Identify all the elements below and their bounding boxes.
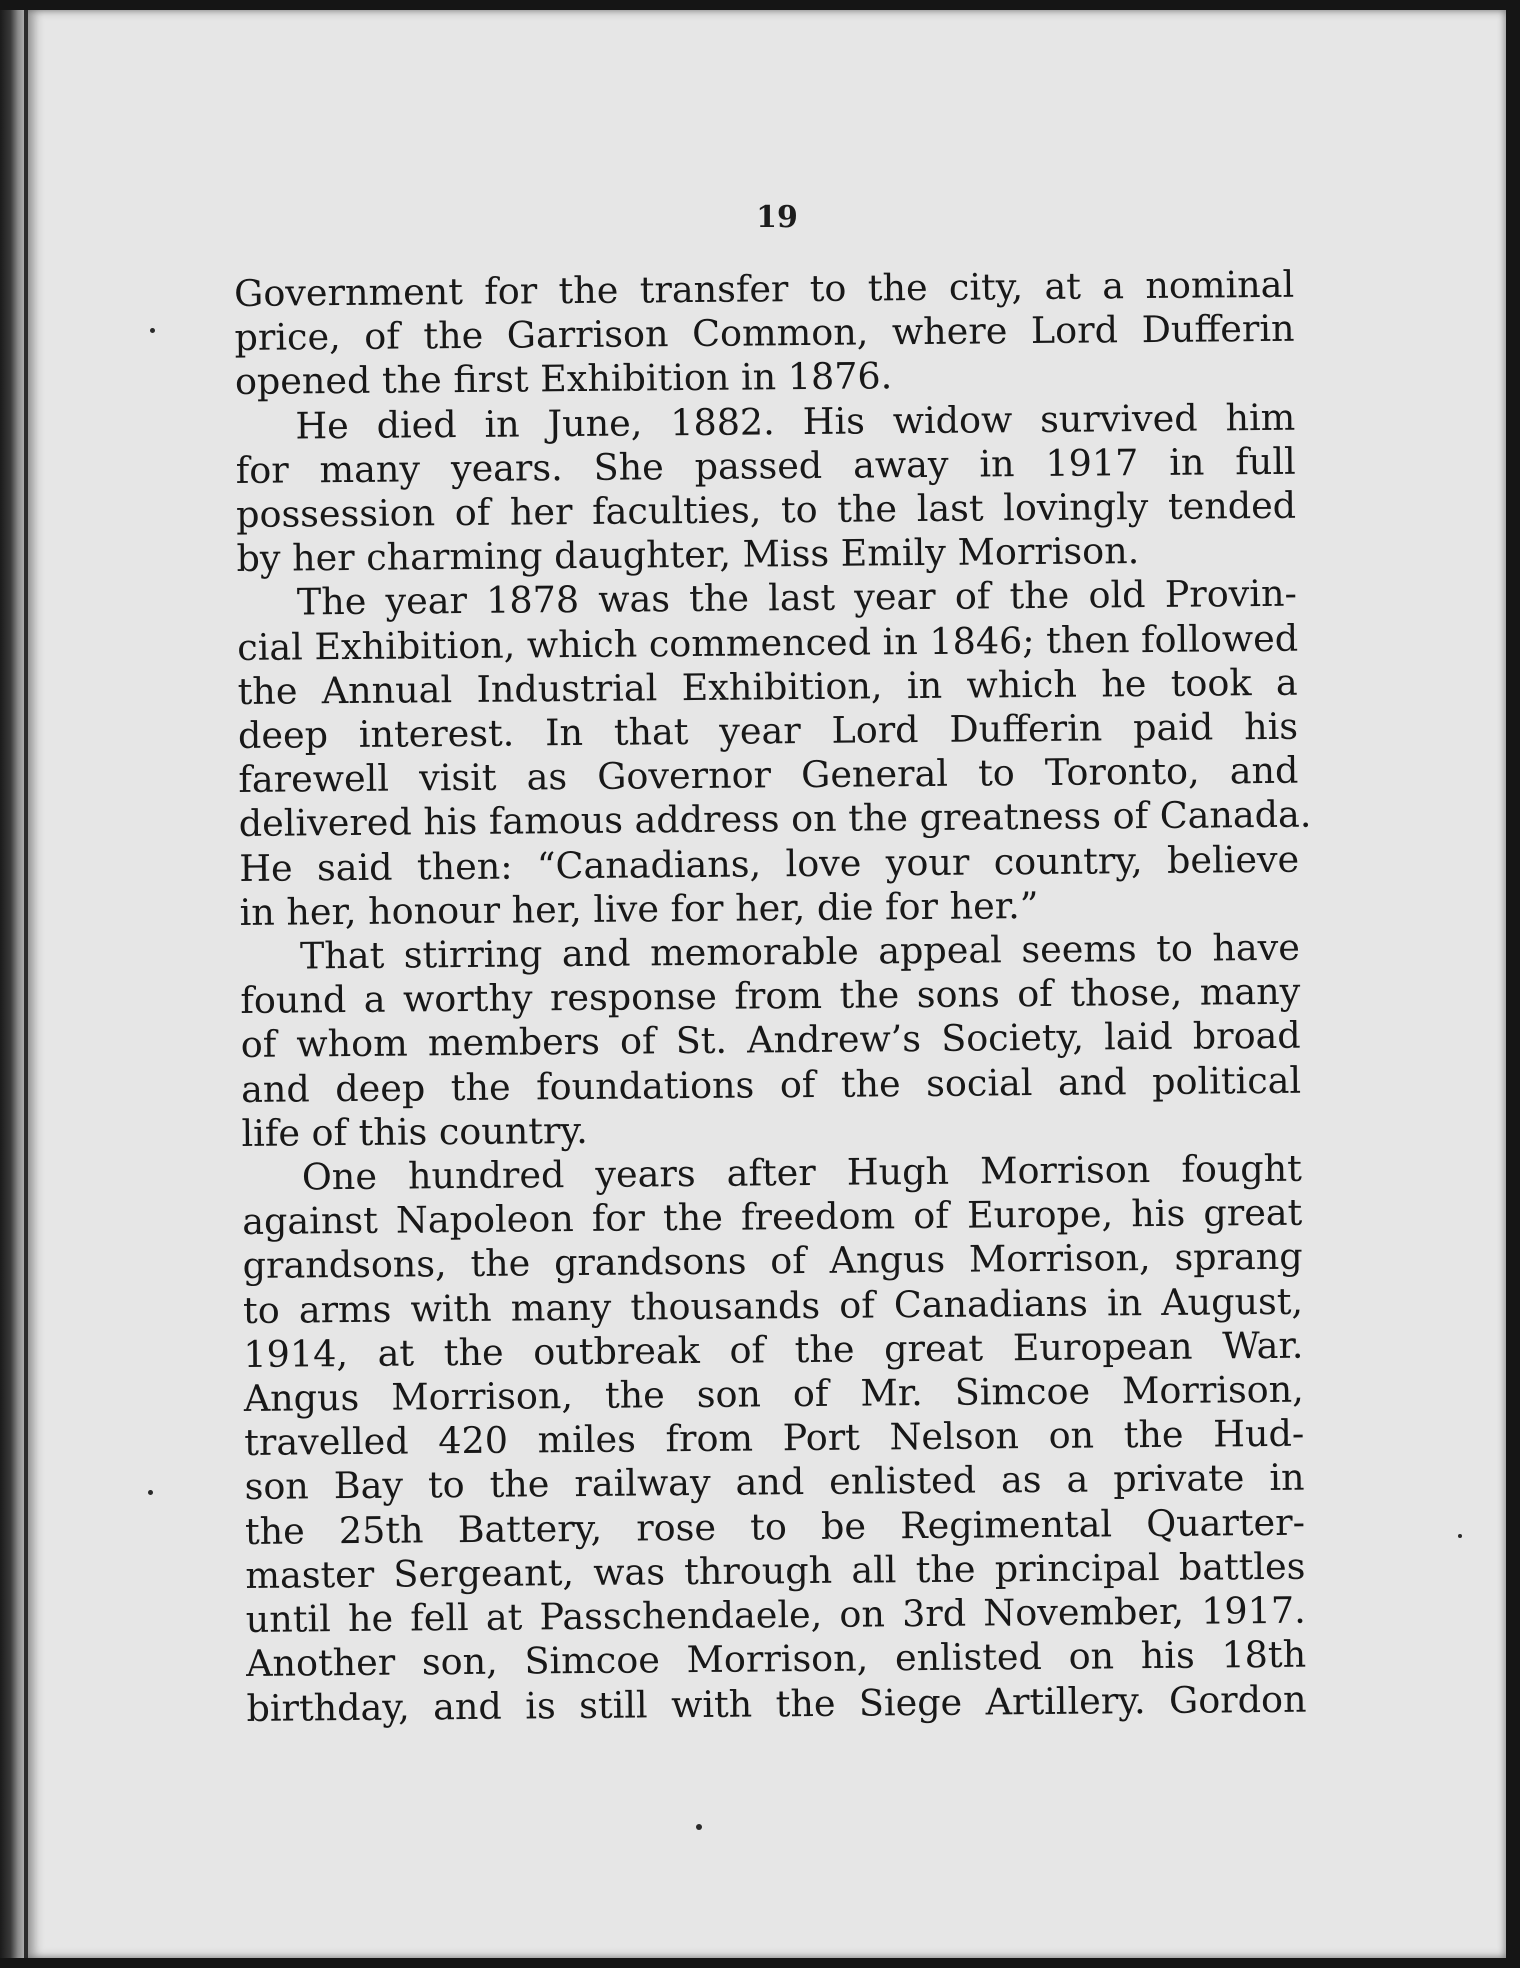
text-line: Government for the transfer to the city, at a nominal (234, 262, 1295, 315)
text-line: That stirring and memorable appeal seems to have (299, 925, 1301, 978)
text-line: price, of the Garrison Common, where Lord Dufferin (234, 306, 1295, 360)
text-line: cial Exhibition, which commenced in 1846; then followed (237, 616, 1299, 669)
paragraph (234, 263, 1295, 405)
text-line: farewell visit as Governor General to Toronto, and (238, 748, 1299, 802)
text-line: grandsons, the grandsons of Angus Morrison, sprang (242, 1235, 1303, 1288)
page-number: 19 (756, 200, 798, 235)
text-line: to arms with many thousands of Canadians in August, (242, 1279, 1304, 1332)
text-line: of whom members of St. Andrew’s Society, laid broad (240, 1014, 1301, 1067)
text-line: found a worthy response from the sons of those, many (240, 969, 1301, 1023)
text-line: delivered his famous address on the greatness of Canada. (238, 793, 1312, 846)
text-line: Another son, Simcoe Morrison, enlisted on his 18th (245, 1632, 1307, 1686)
body-text (234, 262, 1312, 1731)
text-line: and deep the foundations of the social and political (240, 1058, 1302, 1111)
ink-speck (150, 328, 155, 333)
ink-speck (148, 1490, 153, 1495)
text-line: by her charming daughter, Miss Emily Morrison. (236, 529, 1140, 581)
text-line: deep interest. In that year Lord Dufferin paid his (237, 704, 1299, 758)
text-line: travelled 420 miles from Port Nelson on the Hud- (244, 1411, 1305, 1465)
paragraph (235, 395, 1297, 581)
paragraph (240, 926, 1302, 1156)
text-line: the 25th Battery, rose to be Regimental Quarter- (244, 1500, 1306, 1553)
text-line: possession of her faculties, to the last lovingly tended (235, 483, 1297, 537)
text-line: One hundred years after Hugh Morrison fought (301, 1146, 1303, 1199)
text-line: opened the first Exhibition in 1876. (234, 354, 893, 404)
text-line: life of this country. (241, 1108, 588, 1155)
paragraph (237, 572, 1312, 935)
text-line: He died in June, 1882. His widow survived him (295, 395, 1296, 448)
text-line: Angus Morrison, the son of Mr. Simcoe Morrison, (243, 1367, 1304, 1421)
book-page (24, 10, 1506, 1958)
text-line: birthday, and is still with the Siege Artillery. Gordon (246, 1677, 1307, 1730)
text-line: 1914, at the outbreak of the great European War. (243, 1323, 1304, 1376)
text-line: The year 1878 was the last year of the old Provin- (296, 572, 1298, 624)
text-line: until he fell at Passchendaele, on 3rd November, 1917. (245, 1588, 1306, 1642)
ink-speck (696, 1824, 702, 1830)
text-line: son Bay to the railway and enlisted as a private in (244, 1456, 1305, 1509)
text-line: He said then: “Canadians, love your country, believe (239, 837, 1300, 890)
text-line: against Napoleon for the freedom of Europe, his great (242, 1190, 1303, 1244)
ink-speck (1458, 1534, 1462, 1538)
text-line: in her, honour her, live for her, die for her.” (239, 883, 1039, 934)
paragraph (242, 1147, 1307, 1731)
text-line: the Annual Industrial Exhibition, in which he took a (237, 660, 1298, 713)
text-line: for many years. She passed away in 1917 in full (235, 439, 1296, 492)
text-line: master Sergeant, was through all the principal battles (245, 1544, 1306, 1597)
